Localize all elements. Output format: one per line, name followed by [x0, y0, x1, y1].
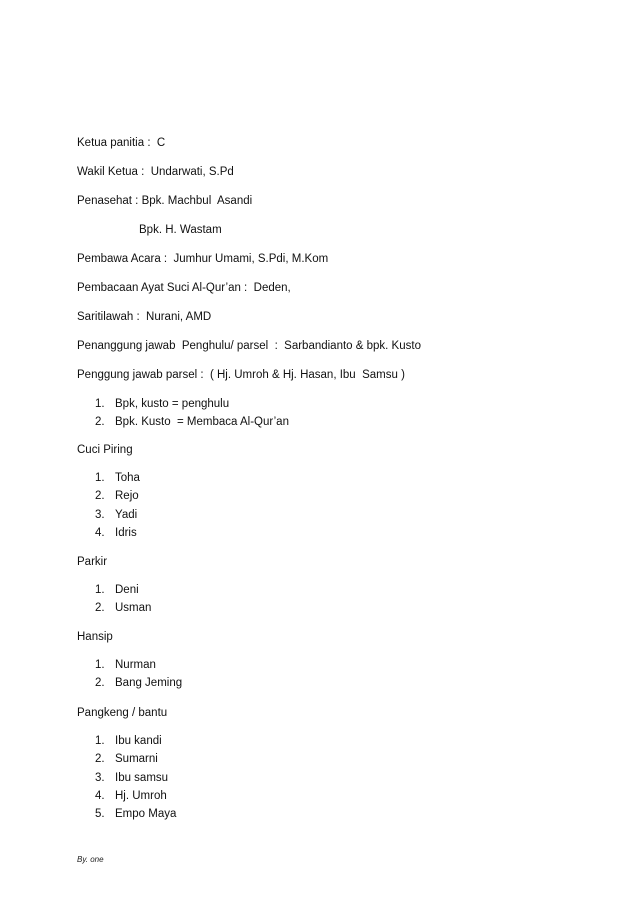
list-item-text: Yadi	[115, 508, 138, 521]
list-item	[95, 674, 182, 692]
penanggung-jawab-penghulu-line: Penanggung jawab Penghulu/ parsel : Sarbandianto & bpk. Kusto	[77, 340, 421, 352]
pembacaan-ayat-line: Pembacaan Ayat Suci Al-Qur’an : Deden,	[77, 282, 291, 294]
list-item-text: Nurman	[115, 659, 156, 671]
list-number: 1.	[95, 584, 105, 596]
list-number: 1.	[95, 735, 105, 747]
list-number: 4.	[95, 526, 105, 539]
list-item	[95, 524, 140, 542]
list-number: 2.	[95, 602, 105, 615]
list-item-text: Deni	[115, 584, 139, 596]
wakil-ketua-line: Wakil Ketua : Undarwati, S.Pd	[77, 166, 234, 178]
penggung-jawab-parsel-line: Penggung jawab parsel : ( Hj. Umroh & Hj. Hasan, Ibu Samsu )	[77, 369, 405, 381]
list-number: 3.	[95, 508, 105, 521]
list-item	[95, 787, 176, 805]
list-item-text: Rejo	[115, 490, 139, 503]
list-item	[95, 581, 151, 599]
pembawa-acara-line: Pembawa Acara : Jumhur Umami, S.Pdi, M.Kom	[77, 253, 329, 265]
pangkeng-list	[95, 732, 176, 823]
list-item	[95, 413, 289, 431]
list-item-text: Bang Jeming	[115, 677, 183, 690]
list-number: 2.	[95, 416, 105, 429]
list-item	[95, 769, 176, 787]
list-number: 3.	[95, 771, 105, 784]
list-item	[95, 805, 176, 823]
ketua-panitia-line: Ketua panitia : C	[77, 137, 166, 149]
list-number: 5.	[95, 808, 105, 821]
penasehat-second-line: Bpk. H. Wastam	[139, 224, 222, 236]
duty-list	[95, 395, 289, 432]
list-item	[95, 395, 289, 413]
list-item-text: Usman	[115, 602, 152, 615]
hansip-list	[95, 656, 182, 693]
hansip-heading: Hansip	[77, 631, 113, 643]
list-item-text: Bpk. Kusto = Membaca Al-Qur’an	[115, 416, 289, 429]
list-item	[95, 656, 182, 674]
list-number: 1.	[95, 472, 105, 484]
list-number: 2.	[95, 677, 105, 690]
parkir-heading: Parkir	[77, 556, 108, 568]
list-item-text: Ibu samsu	[115, 771, 169, 784]
pangkeng-heading: Pangkeng / bantu	[77, 707, 168, 719]
list-item	[95, 599, 151, 617]
list-item	[95, 487, 140, 505]
footer-text: By. one	[77, 855, 104, 864]
cuci-piring-list	[95, 469, 140, 542]
list-item-text: Sumarni	[115, 753, 158, 766]
list-item	[95, 732, 176, 750]
list-item	[95, 506, 140, 524]
parkir-list	[95, 581, 151, 618]
cuci-piring-heading: Cuci Piring	[77, 444, 133, 456]
list-item	[95, 750, 176, 768]
list-number: 1.	[95, 659, 105, 671]
list-number: 4.	[95, 789, 105, 802]
saritilawah-line: Saritilawah : Nurani, AMD	[77, 311, 212, 323]
list-number: 2.	[95, 490, 105, 503]
list-item-text: Empo Maya	[115, 808, 177, 821]
list-item-text: Hj. Umroh	[115, 789, 167, 802]
list-item-text: Ibu kandi	[115, 735, 162, 747]
list-item-text: Bpk, kusto = penghulu	[115, 398, 230, 410]
list-number: 1.	[95, 398, 105, 410]
list-item-text: Toha	[115, 472, 140, 484]
list-number: 2.	[95, 753, 105, 766]
penasehat-line: Penasehat : Bpk. Machbul Asandi	[77, 195, 253, 207]
list-item	[95, 469, 140, 487]
list-item-text: Idris	[115, 526, 137, 539]
